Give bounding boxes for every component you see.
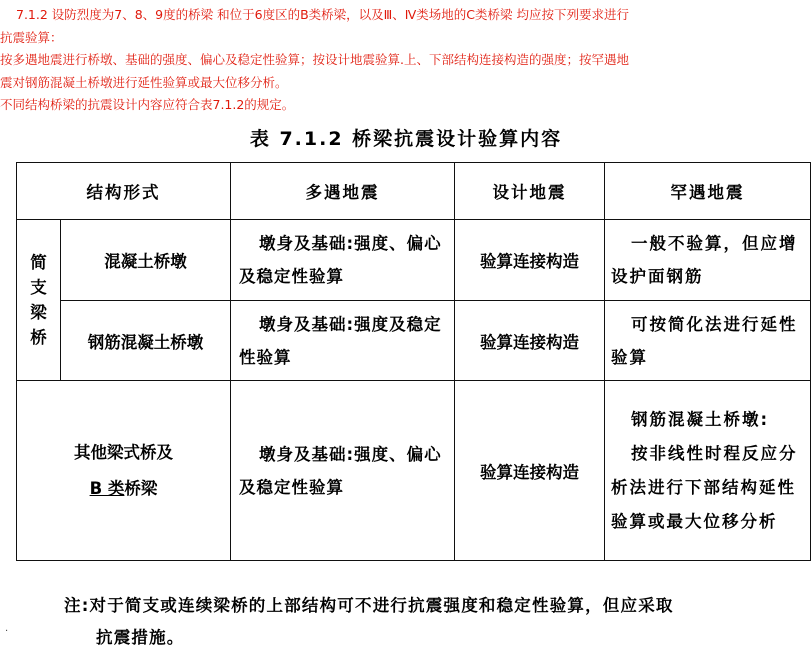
group-simply-supported-bridge: 简 支 梁 桥 — [17, 220, 61, 381]
intro-line: 7.1.2 设防烈度为7、8、9度的桥梁 和位于6度区的B类桥梁，以及Ⅲ、Ⅳ类场地的C类桥梁 均应按下列要求进行 — [16, 7, 629, 22]
cell-design: 验算连接构造 — [455, 381, 605, 561]
cell-structure-type: 其他梁式桥及 B 类桥梁 — [17, 381, 231, 561]
table-row — [17, 301, 811, 381]
cell-rare: 钢筋混凝土桥墩: 按非线性时程反应分析法进行下部结构延性验算或最大位移分析 — [605, 381, 811, 561]
header-frequent-earthquake: 多遇地震 — [231, 163, 455, 220]
cell-design: 验算连接构造 — [455, 220, 605, 301]
cell-frequent: 墩身及基础:强度、偏心及稳定性验算 — [231, 381, 455, 561]
cell-design: 验算连接构造 — [455, 301, 605, 381]
table-note: 注:对于简支或连续梁桥的上部结构可不进行抗震强度和稳定性验算，但应采取 抗震措施。 — [64, 596, 674, 647]
cell-rare: 一般不验算，但应增设护面钢筋 — [605, 220, 811, 301]
header-design-earthquake: 设计地震 — [455, 163, 605, 220]
table-header-row — [17, 163, 811, 220]
intro-paragraph — [0, 4, 812, 117]
table-caption: 表 7.1.2 桥梁抗震设计验算内容 — [249, 128, 563, 150]
seismic-check-table — [16, 162, 811, 561]
intro-line: 震对钢筋混凝土桥墩进行延性验算或最大位移分析。 — [0, 74, 288, 90]
cell-structure-type: 混凝土桥墩 — [61, 220, 231, 301]
table-row — [17, 220, 811, 301]
margin-mark: · — [5, 626, 9, 637]
cell-frequent: 墩身及基础:强度及稳定性验算 — [231, 301, 455, 381]
intro-line: 按多遇地震进行桥墩、基础的强度、偏心及稳定性验算；按设计地震验算.上、下部结构连接构造的强度；按罕遇地 — [0, 52, 629, 67]
header-structure-type: 结构形式 — [17, 163, 231, 220]
cell-rare: 可按简化法进行延性验算 — [605, 301, 811, 381]
header-rare-earthquake: 罕遇地震 — [605, 163, 811, 220]
table-row — [17, 381, 811, 561]
intro-line: 抗震验算： — [0, 29, 63, 45]
cell-frequent: 墩身及基础:强度、偏心及稳定性验算 — [231, 220, 455, 301]
cell-structure-type: 钢筋混凝土桥墩 — [61, 301, 231, 381]
intro-line: 不同结构桥梁的抗震设计内容应符合表7.1.2的规定。 — [0, 97, 295, 112]
